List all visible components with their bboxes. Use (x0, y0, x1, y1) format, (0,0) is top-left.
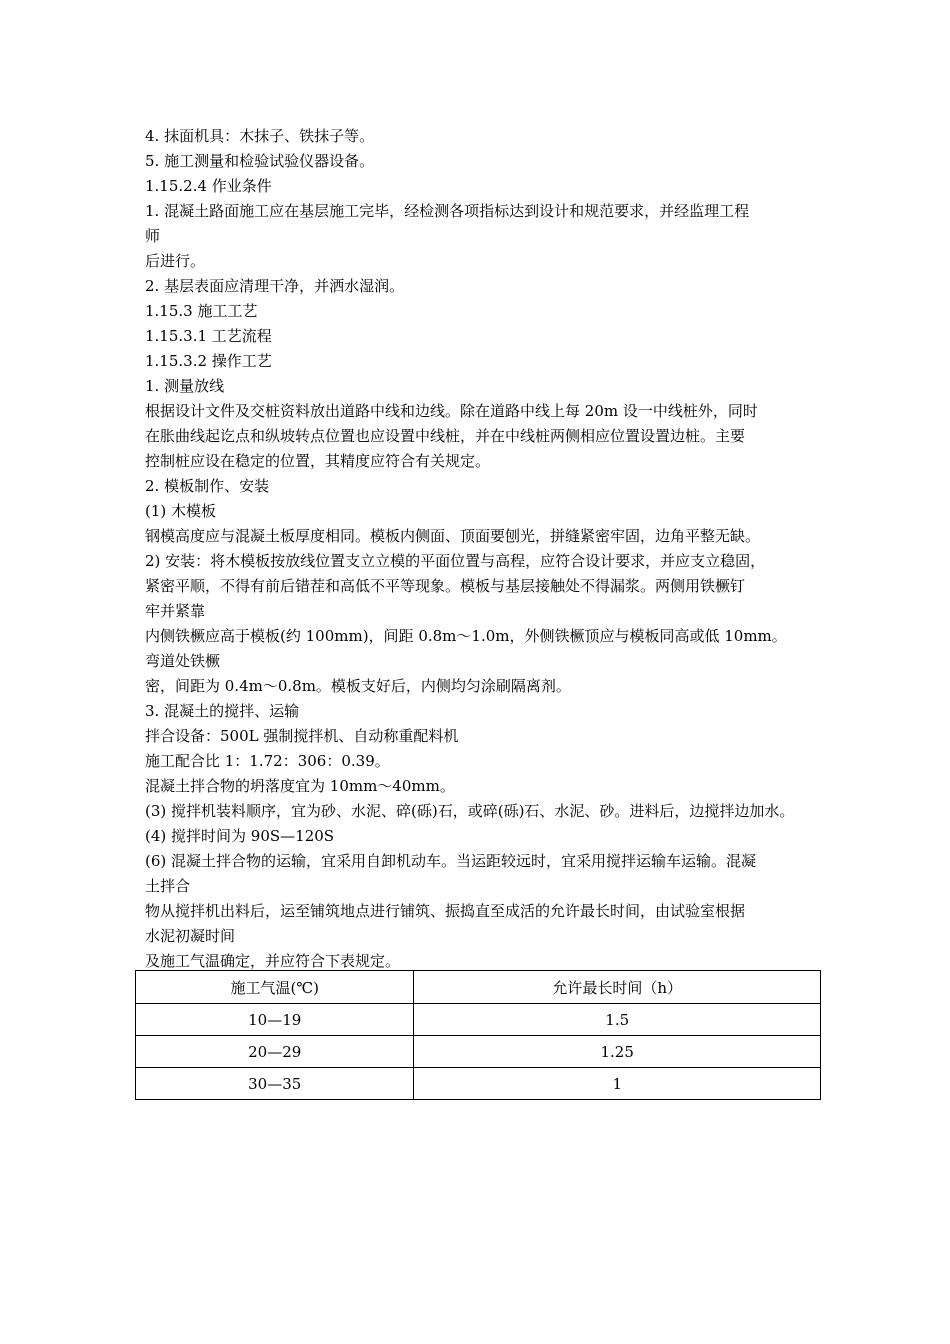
table-cell: 10—19 (136, 1004, 414, 1036)
text-line: 师 (145, 227, 161, 245)
text-line: 2. 模板制作、安装 (145, 477, 270, 495)
section-heading: 1.15.3.2 操作工艺 (145, 352, 272, 370)
text-line: (1) 木模板 (145, 502, 217, 520)
table-cell: 1.25 (414, 1036, 821, 1068)
text-line: 在胀曲线起讫点和纵坡转点位置也应设置中线桩，并在中线桩两侧相应位置设置边桩。主要 (145, 427, 746, 445)
temperature-time-table (135, 970, 821, 1100)
text-line: 后进行。 (145, 252, 206, 270)
text-line: 及施工气温确定，并应符合下表规定。 (145, 952, 401, 970)
text-line: 1. 测量放线 (145, 377, 225, 395)
text-line: (4) 搅拌时间为 90S—120S (145, 827, 335, 845)
table-row (136, 1036, 821, 1068)
text-line: 紧密平顺，不得有前后错茬和高低不平等现象。模板与基层接触处不得漏浆。两侧用铁橛钉 (145, 577, 746, 595)
table-cell: 30—35 (136, 1068, 414, 1100)
text-line: 拌合设备：500L 强制搅拌机、自动称重配料机 (145, 727, 459, 745)
text-line: 施工配合比 1：1.72：306：0.39。 (145, 752, 390, 770)
table-cell: 1 (414, 1068, 821, 1100)
text-line: 钢模高度应与混凝土板厚度相同。模板内侧面、顶面要刨光，拼缝紧密牢固，边角平整无缺。 (145, 527, 761, 545)
text-line: 2. 基层表面应清理干净，并洒水湿润。 (145, 277, 405, 295)
text-line: 牢并紧靠 (145, 602, 206, 620)
text-line: 弯道处铁橛 (145, 652, 221, 670)
text-line: 土拌合 (145, 877, 191, 895)
section-heading: 1.15.2.4 作业条件 (145, 177, 272, 195)
table-row (136, 1068, 821, 1100)
text-line: 1. 混凝土路面施工应在基层施工完毕，经检测各项指标达到设计和规范要求，并经监理工程 (145, 202, 750, 220)
table-row (136, 1004, 821, 1036)
table-header-cell: 允许最长时间（h） (414, 971, 821, 1004)
text-line: 内侧铁橛应高于模板(约 100mm)，间距 0.8m～1.0m，外侧铁橛顶应与模板同高或低 10mm。 (145, 627, 787, 645)
text-line: 4. 抹面机具：木抹子、铁抹子等。 (145, 127, 375, 145)
text-line: 根据设计文件及交桩资料放出道路中线和边线。除在道路中线上每 20m 设一中线桩外，同时 (145, 402, 758, 420)
text-line: 混凝土拌合物的坍落度宜为 10mm～40mm。 (145, 777, 455, 795)
table-cell: 20—29 (136, 1036, 414, 1068)
section-heading: 1.15.3.1 工艺流程 (145, 327, 272, 345)
document-body (145, 124, 825, 974)
section-heading: 1.15.3 施工工艺 (145, 302, 258, 320)
text-line: 3. 混凝土的搅拌、运输 (145, 702, 300, 720)
table-header-row (136, 971, 821, 1004)
text-line: 水泥初凝时间 (145, 927, 236, 945)
text-line: 2) 安装：将木模板按放线位置支立立模的平面位置与高程，应符合设计要求，并应支立稳固， (145, 552, 766, 570)
text-line: 控制桩应设在稳定的位置，其精度应符合有关规定。 (145, 452, 491, 470)
text-line: 密，间距为 0.4m～0.8m。模板支好后，内侧均匀涂刷隔离剂。 (145, 677, 571, 695)
text-line: (6) 混凝土拌合物的运输，宜采用自卸机动车。当运距较远时，宜采用搅拌运输车运输。混凝 (145, 852, 757, 870)
table-header-cell: 施工气温(℃) (136, 971, 414, 1004)
table-cell: 1.5 (414, 1004, 821, 1036)
text-line: 物从搅拌机出料后，运至铺筑地点进行铺筑、振捣直至成活的允许最长时间，由试验室根据 (145, 902, 746, 920)
text-line: 5. 施工测量和检验试验仪器设备。 (145, 152, 375, 170)
text-line: (3) 搅拌机装料顺序，宜为砂、水泥、碎(砾)石，或碎(砾)石、水泥、砂。进料后，边搅拌边加水。 (145, 802, 795, 820)
